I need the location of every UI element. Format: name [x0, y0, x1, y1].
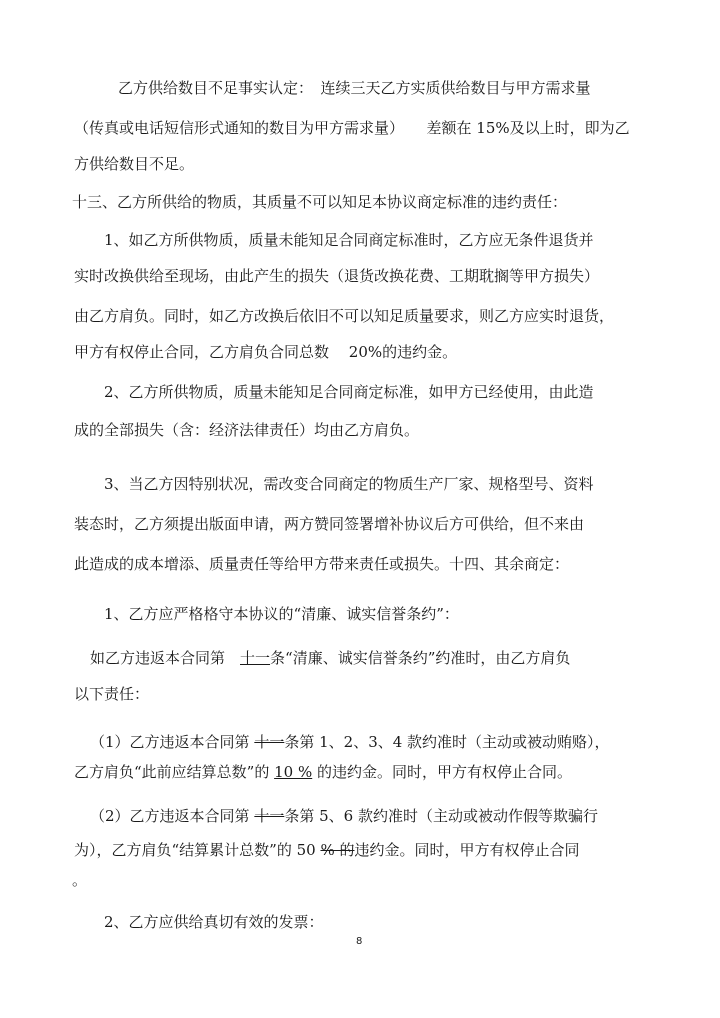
line-text: 条“清廉、诚实信誉条约”约准时，由乙方肩负: [270, 649, 571, 667]
paragraph-line: 3、当乙方因特别状况，需改变合同商定的物质生产厂家、规格型号、资料: [104, 475, 594, 493]
struck-percentage: % 的: [320, 841, 355, 859]
paragraph-line: （传真或电话短信形式通知的数目为甲方需求量） 差额在 15%及以上时，即为乙: [74, 119, 630, 137]
paragraph-line: [74, 762, 572, 782]
paragraph-line: 乙方供给数目不足事实认定： 连续三天乙方实质供给数目与甲方需求量: [118, 79, 591, 97]
line-text: （1）乙方违返本合同第: [90, 733, 255, 751]
line-text: （2）乙方违返本合同第: [90, 807, 255, 825]
paragraph-line: 方供给数目不足。: [74, 155, 195, 173]
paragraph-line: 实时改换供给至现场，由此产生的损失（退货改换花费、工期耽搁等甲方损失）: [74, 267, 600, 285]
paragraph-line: [90, 806, 598, 826]
underlined-clause-number: 十一: [240, 649, 271, 667]
paragraph-line: 2、乙方所供物质，质量未能知足合同商定标准，如甲方已经使用，由此造: [104, 383, 594, 401]
line-text: 条第 1、2、3、4 款约准时（主动或被动贿赂），: [284, 733, 610, 751]
paragraph-line: 甲方有权停止合同，乙方肩负合同总数 20%的违约金。: [74, 343, 458, 361]
struck-clause-number: 十一: [254, 733, 285, 751]
paragraph-line: 。: [72, 871, 88, 889]
section-heading: 十三、乙方所供给的物质，其质量不可以知足本协议商定标准的违约责任：: [72, 193, 568, 211]
line-text: 违约金。同时，甲方有权停止合同: [354, 841, 580, 859]
page-number: 8: [356, 936, 363, 947]
line-text: 为），乙方肩负“结算累计总数”的 50: [74, 841, 321, 859]
paragraph-line: 1、如乙方所供物质，质量未能知足合同商定标准时，乙方应无条件退货并: [104, 231, 594, 249]
paragraph-line: [90, 732, 610, 752]
paragraph-line: 此造成的成本增添、质量责任等给甲方带来责任或损失。十四、其余商定：: [74, 555, 570, 573]
paragraph-line: 成的全部损失（含：经济法律责任）均由乙方肩负。: [74, 421, 420, 439]
line-text: 条第 5、6 款约准时（主动或被动作假等欺骗行: [284, 807, 598, 825]
paragraph-line: 2、乙方应供给真切有效的发票：: [104, 913, 324, 931]
paragraph-line: 装态时，乙方须提出版面申请，两方赞同签署增补协议后方可供给，但不来由: [74, 515, 585, 533]
line-text: 的违约金。同时，甲方有权停止合同。: [312, 763, 572, 781]
paragraph-line: 由乙方肩负。同时，如乙方改换后依旧不可以知足质量要求，则乙方应实时退货，: [74, 307, 615, 325]
paragraph-line: 以下责任：: [74, 685, 150, 703]
paragraph-line: [74, 840, 580, 860]
paragraph-line: [90, 648, 570, 668]
line-text: 乙方肩负“此前应结算总数”的: [74, 763, 275, 781]
line-text: 如乙方违返本合同第: [90, 649, 241, 667]
underlined-percentage: 10 %: [274, 763, 313, 781]
paragraph-line: 1、乙方应严格格守本协议的“清廉、诚实信誉条约”：: [104, 605, 459, 623]
struck-clause-number: 十一: [254, 807, 285, 825]
